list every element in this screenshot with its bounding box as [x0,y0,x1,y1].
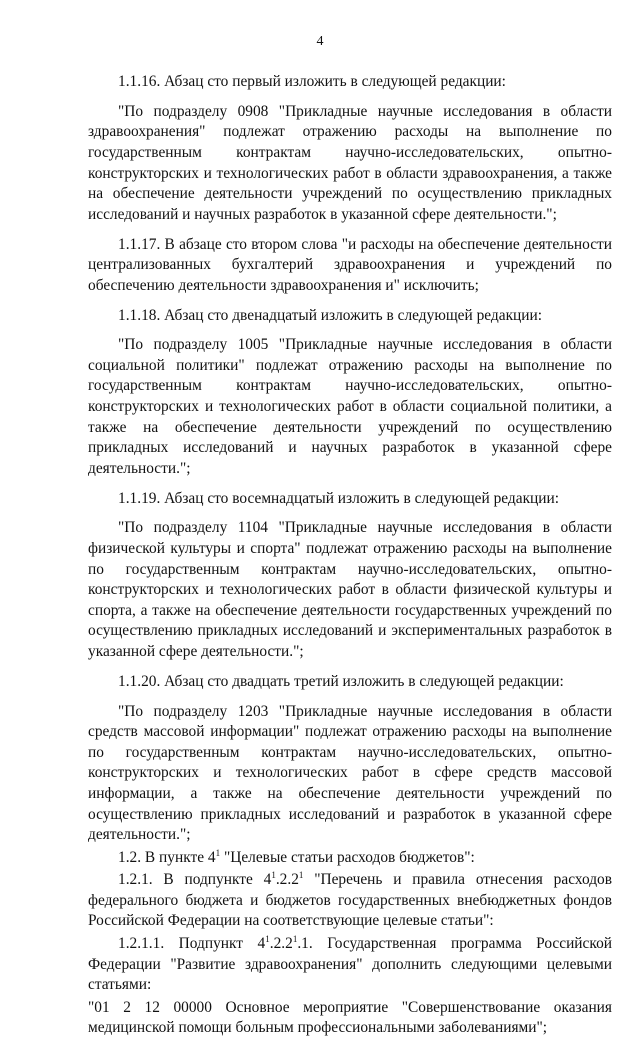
paragraph-quote-1104: "По подразделу 1104 "Прикладные научные исследования в области физической культуры и спорта" подлежат отражению расходы на выполнение по государственным контрактам научно-исследовательских, опытно-конструкторских и технологических работ в области физической культуры и спорта, а также на обеспечение деятельности государственных учреждений по осуществлению прикладных исследований и экспериментальных разработок в указанной сфере деятельности."; [88,519,612,660]
paragraph-1-2 [88,848,612,869]
paragraph-1-2-1-1-text-b: .2.2 [269,935,293,953]
superscript: 1 [215,847,221,858]
paragraph-1-2-text-b: "Целевые статьи расходов бюджетов": [220,848,475,866]
superscript: 1 [271,870,276,881]
paragraph-1-1-20: 1.1.20. Абзац сто двадцать третий изложить в следующей редакции: [118,672,564,690]
paragraph-1-1-16: 1.1.16. Абзац сто первый изложить в следующей редакции: [118,73,506,90]
paragraph-1-2-1-1-text-a: 1.2.1.1. Подпункт 4 [118,935,266,953]
paragraph-quote-1203: "По подразделу 1203 "Прикладные научные исследования в области средств массовой информации" подлежат отражению расходы на выполнение по государственным контрактам научно-исследовательских, опытно-конструкторских и технологических работ в сфере средств массовой информации, а также на обеспечение деятельности учреждений по осуществлению прикладных исследований и разработок в указанной сфере деятельности."; [88,702,612,844]
page-number: 4 [316,34,324,49]
document-body [88,72,612,1041]
paragraph-1-1-17: 1.1.17. В абзаце сто втором слова "и расходы на обеспечение деятельности централизованных бухгалтерий здравоохранения и учреждений по обеспечению деятельности здравоохранения и" исключить; [88,235,612,294]
paragraph-1-2-1-text-b: .2.2 [275,871,299,889]
paragraph-quote-1005: "По подразделу 1005 "Прикладные научные исследования в области социальной политики" подлежат отражению расходы на выполнение по государственным контрактам научно-исследовательских, опытно-конструкторских и технологических работ в области социальной политики, а также на обеспечение деятельности учреждений по осуществлению прикладных исследований и научных разработок в указанной сфере деятельности."; [88,336,612,477]
paragraph-1-2-1-text-c: "Перечень и правила отнесения расходов федерального бюджета и бюджетов государственных внебюджетных фондов Российской Федерации на соответствующие целевые статьи": [88,871,612,930]
paragraph-1-1-18: 1.1.18. Абзац сто двенадцатый изложить в следующей редакции: [118,306,543,324]
paragraph-1-2-text-a: 1.2. В пункте 4 [118,848,216,866]
paragraph-1-1-19: 1.1.19. Абзац сто восемнадцатый изложить в следующей редакции: [118,489,560,507]
superscript: 1 [292,934,298,945]
superscript: 1 [298,870,304,881]
paragraph-1-2-1-1-text-c: .1. Государственная программа Российской Федерации "Развитие здравоохранения" дополнить следующими целевыми статьями: [88,935,613,994]
paragraph-1-2-1 [88,870,612,932]
paragraph-target-01-2-12: "01 2 12 00000 Основное мероприятие "Совершенствование оказания медицинской помощи больным профессиональными заболеваниями"; [88,998,612,1037]
paragraph-1-2-1-1 [88,934,612,996]
paragraph-quote-0908: "По подразделу 0908 "Прикладные научные исследования в области здравоохранения" подлежат отражению расходы на выполнение по государственным контрактам научно-исследовательских, опытно-конструкторских и технологических работ в области здравоохранения, а также на обеспечение деятельности учреждений по осуществлению прикладных исследований и научных разработок в указанной сфере деятельности."; [88,102,612,223]
paragraph-1-2-1-text-a: 1.2.1. В подпункте 4 [118,871,272,889]
superscript: 1 [265,934,270,945]
